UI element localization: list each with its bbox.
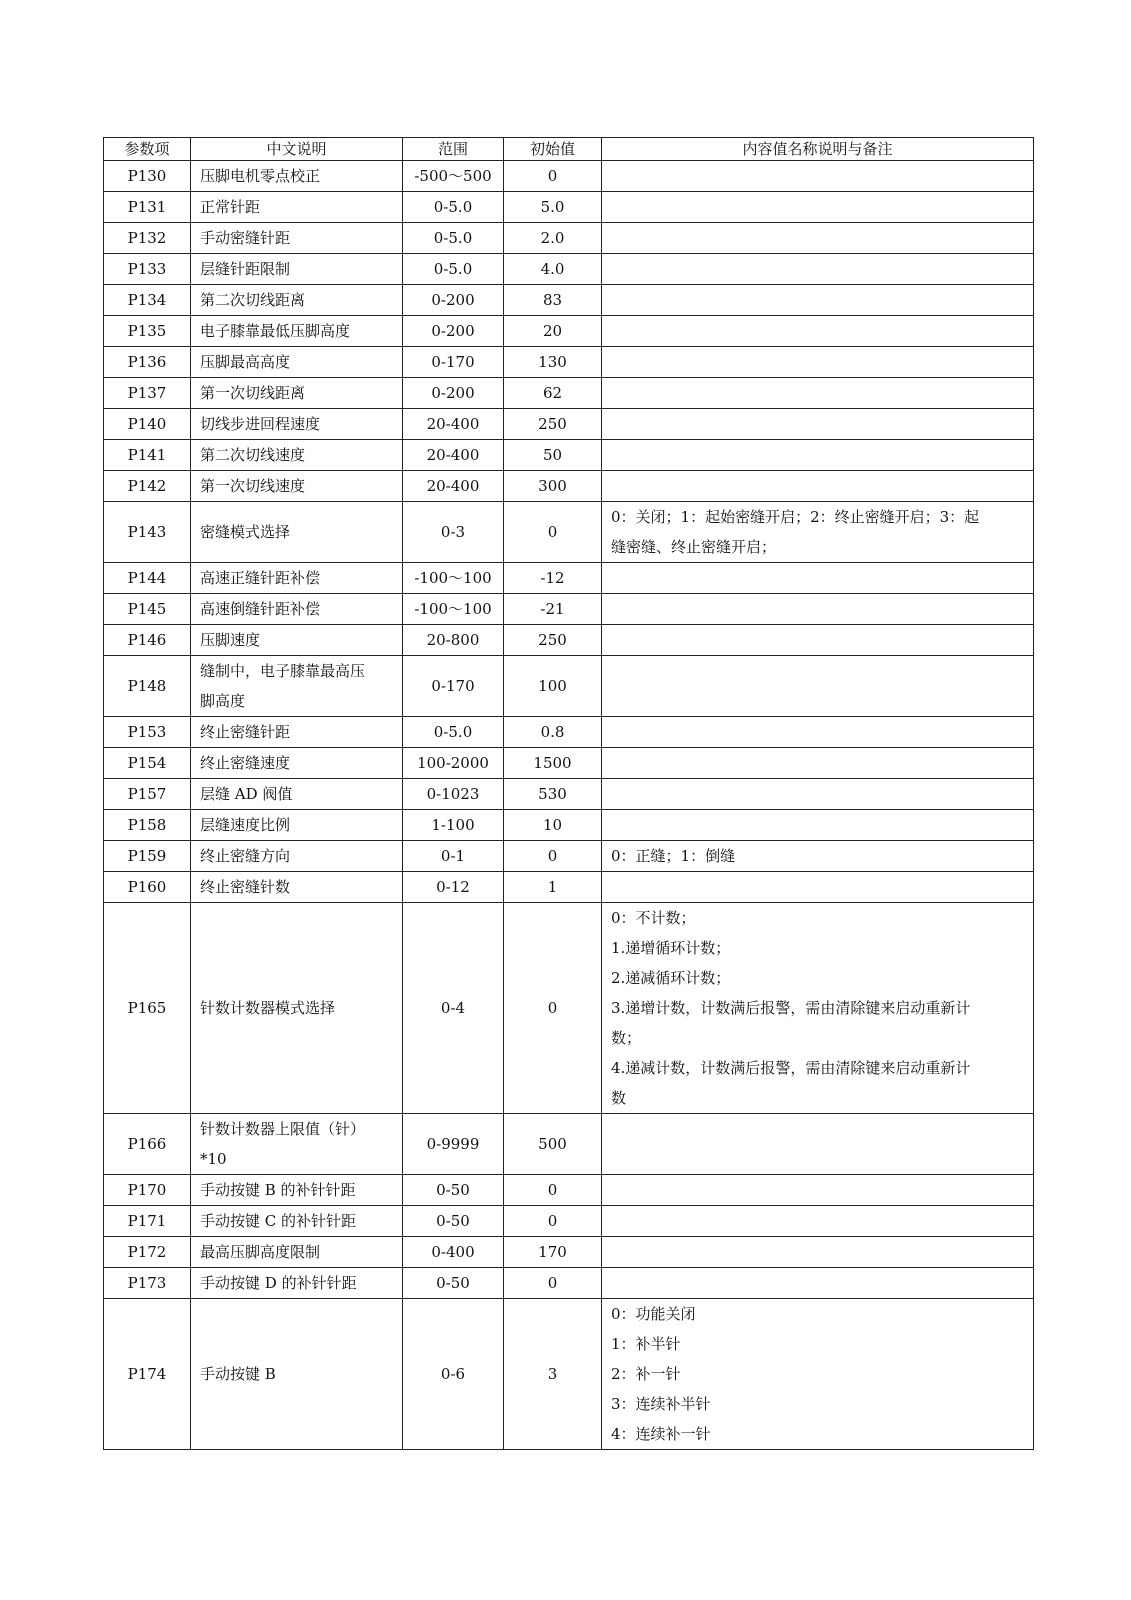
param-initial-value: 130 — [504, 347, 602, 378]
description-line: 切线步进回程速度 — [200, 415, 321, 433]
param-description — [191, 779, 403, 810]
table-row — [104, 748, 1034, 779]
description-line: 高速正缝针距补偿 — [200, 569, 321, 587]
note-line: 0：关闭；1：起始密缝开启；2：终止密缝开启；3：起 — [611, 508, 980, 526]
note-line: 缝密缝、终止密缝开启； — [611, 538, 777, 556]
table-row — [104, 409, 1034, 440]
param-initial-value: 4.0 — [504, 254, 602, 285]
param-range: 0-50 — [403, 1175, 504, 1206]
param-range: -100～100 — [403, 594, 504, 625]
param-description — [191, 748, 403, 779]
param-range: 0-200 — [403, 378, 504, 409]
table-row — [104, 841, 1034, 872]
description-line: 针数计数器上限值（针） — [200, 1120, 366, 1138]
param-description — [191, 1299, 403, 1450]
param-range: 0-12 — [403, 872, 504, 903]
description-line: 手动按键 D 的补针针距 — [200, 1274, 357, 1292]
param-notes — [602, 285, 1034, 316]
note-line: 3.递增计数，计数满后报警，需由清除键来启动重新计 — [611, 999, 971, 1017]
note-line: 4.递减计数，计数满后报警，需由清除键来启动重新计 — [611, 1059, 971, 1077]
param-code: P143 — [104, 502, 191, 563]
param-initial-value: 0 — [504, 1268, 602, 1299]
param-initial-value: 500 — [504, 1114, 602, 1175]
param-code: P146 — [104, 625, 191, 656]
param-range: 0-1 — [403, 841, 504, 872]
table-row — [104, 779, 1034, 810]
description-line: 手动按键 B — [200, 1365, 276, 1383]
param-code: P165 — [104, 903, 191, 1114]
note-line: 3：连续补半针 — [611, 1395, 711, 1413]
note-line: 0：不计数； — [611, 909, 696, 927]
description-line: 最高压脚高度限制 — [200, 1243, 321, 1261]
param-range: 0-200 — [403, 285, 504, 316]
param-range: 20-800 — [403, 625, 504, 656]
param-notes — [602, 594, 1034, 625]
param-range: 0-400 — [403, 1237, 504, 1268]
param-description — [191, 192, 403, 223]
param-initial-value: 10 — [504, 810, 602, 841]
param-code: P158 — [104, 810, 191, 841]
note-line: 数 — [611, 1089, 627, 1107]
description-line: 密缝模式选择 — [200, 523, 291, 541]
description-line: 第二次切线距离 — [200, 291, 306, 309]
param-code: P174 — [104, 1299, 191, 1450]
table-row — [104, 192, 1034, 223]
param-code: P172 — [104, 1237, 191, 1268]
header-notes: 内容值名称说明与备注 — [602, 138, 1034, 161]
param-initial-value: 20 — [504, 316, 602, 347]
param-notes — [602, 502, 1034, 563]
param-notes — [602, 409, 1034, 440]
param-initial-value: 0.8 — [504, 717, 602, 748]
description-line: 正常针距 — [200, 198, 261, 216]
param-initial-value: 300 — [504, 471, 602, 502]
param-description — [191, 409, 403, 440]
param-range: -100～100 — [403, 563, 504, 594]
param-description — [191, 378, 403, 409]
param-notes — [602, 1299, 1034, 1450]
param-initial-value: 3 — [504, 1299, 602, 1450]
param-description — [191, 1237, 403, 1268]
header-initial: 初始值 — [504, 138, 602, 161]
param-description — [191, 316, 403, 347]
table-row — [104, 563, 1034, 594]
param-notes — [602, 1206, 1034, 1237]
param-notes — [602, 440, 1034, 471]
param-range: 0-5.0 — [403, 717, 504, 748]
description-line: 层缝速度比例 — [200, 816, 291, 834]
param-description — [191, 563, 403, 594]
note-line: 数； — [611, 1029, 642, 1047]
param-description — [191, 285, 403, 316]
param-notes — [602, 748, 1034, 779]
param-range: 0-50 — [403, 1268, 504, 1299]
param-range: 0-3 — [403, 502, 504, 563]
param-initial-value: 170 — [504, 1237, 602, 1268]
param-initial-value: -21 — [504, 594, 602, 625]
table-row — [104, 625, 1034, 656]
table-row — [104, 285, 1034, 316]
description-line: 脚高度 — [200, 692, 246, 710]
param-range: 0-170 — [403, 347, 504, 378]
param-code: P157 — [104, 779, 191, 810]
table-row — [104, 471, 1034, 502]
param-range: 0-5.0 — [403, 223, 504, 254]
param-notes — [602, 378, 1034, 409]
param-initial-value: 62 — [504, 378, 602, 409]
param-notes — [602, 223, 1034, 254]
param-code: P166 — [104, 1114, 191, 1175]
table-row — [104, 1114, 1034, 1175]
description-line: 缝制中，电子膝靠最高压 — [200, 662, 366, 680]
description-line: 压脚电机零点校正 — [200, 167, 321, 185]
description-line: 终止密缝针距 — [200, 723, 291, 741]
table-row — [104, 872, 1034, 903]
param-description — [191, 254, 403, 285]
param-notes — [602, 563, 1034, 594]
param-notes — [602, 161, 1034, 192]
param-initial-value: 250 — [504, 409, 602, 440]
parameter-table — [103, 137, 1034, 1450]
param-range: 20-400 — [403, 440, 504, 471]
description-line: 第二次切线速度 — [200, 446, 306, 464]
param-range: 100-2000 — [403, 748, 504, 779]
param-code: P134 — [104, 285, 191, 316]
param-description — [191, 161, 403, 192]
table-row — [104, 1175, 1034, 1206]
param-initial-value: 0 — [504, 903, 602, 1114]
param-description — [191, 1175, 403, 1206]
description-line: 手动密缝针距 — [200, 229, 291, 247]
param-code: P170 — [104, 1175, 191, 1206]
table-row — [104, 161, 1034, 192]
table-row — [104, 502, 1034, 563]
table-row — [104, 594, 1034, 625]
table-row — [104, 810, 1034, 841]
table-row — [104, 254, 1034, 285]
param-initial-value: 5.0 — [504, 192, 602, 223]
param-code: P153 — [104, 717, 191, 748]
table-row — [104, 1237, 1034, 1268]
description-line: 针数计数器模式选择 — [200, 999, 336, 1017]
param-description — [191, 1268, 403, 1299]
param-description — [191, 347, 403, 378]
note-line: 4：连续补一针 — [611, 1425, 711, 1443]
param-description — [191, 841, 403, 872]
param-initial-value: 100 — [504, 656, 602, 717]
note-line: 2：补一针 — [611, 1365, 681, 1383]
description-line: 第一次切线距离 — [200, 384, 306, 402]
note-line: 0：功能关闭 — [611, 1305, 696, 1323]
param-range: 0-1023 — [403, 779, 504, 810]
param-code: P137 — [104, 378, 191, 409]
header-param: 参数项 — [104, 138, 191, 161]
table-row — [104, 1299, 1034, 1450]
note-line: 1.递增循环计数； — [611, 939, 731, 957]
param-range: 0-4 — [403, 903, 504, 1114]
note-line: 0：正缝；1：倒缝 — [611, 847, 736, 865]
param-range: 1-100 — [403, 810, 504, 841]
param-initial-value: 0 — [504, 502, 602, 563]
param-notes — [602, 810, 1034, 841]
param-code: P140 — [104, 409, 191, 440]
description-line: 终止密缝速度 — [200, 754, 291, 772]
param-range: 0-9999 — [403, 1114, 504, 1175]
table-row — [104, 656, 1034, 717]
table-row — [104, 440, 1034, 471]
param-notes — [602, 316, 1034, 347]
param-notes — [602, 625, 1034, 656]
table-row — [104, 347, 1034, 378]
table-row — [104, 316, 1034, 347]
param-notes — [602, 903, 1034, 1114]
table-row — [104, 1206, 1034, 1237]
param-initial-value: 50 — [504, 440, 602, 471]
table-row — [104, 1268, 1034, 1299]
param-initial-value: 2.0 — [504, 223, 602, 254]
param-notes — [602, 347, 1034, 378]
param-description — [191, 1206, 403, 1237]
description-line: 高速倒缝针距补偿 — [200, 600, 321, 618]
param-range: 20-400 — [403, 471, 504, 502]
param-initial-value: 1 — [504, 872, 602, 903]
param-description — [191, 656, 403, 717]
note-line: 1：补半针 — [611, 1335, 681, 1353]
param-range: 0-6 — [403, 1299, 504, 1450]
table-row — [104, 223, 1034, 254]
param-range: 0-5.0 — [403, 254, 504, 285]
param-description — [191, 440, 403, 471]
param-initial-value: 530 — [504, 779, 602, 810]
param-notes — [602, 656, 1034, 717]
param-code: P141 — [104, 440, 191, 471]
param-notes — [602, 872, 1034, 903]
param-notes — [602, 1268, 1034, 1299]
param-range: 0-50 — [403, 1206, 504, 1237]
param-code: P160 — [104, 872, 191, 903]
param-code: P135 — [104, 316, 191, 347]
param-notes — [602, 1237, 1034, 1268]
param-range: 0-170 — [403, 656, 504, 717]
param-description — [191, 903, 403, 1114]
param-notes — [602, 192, 1034, 223]
param-initial-value: 0 — [504, 841, 602, 872]
description-line: 终止密缝针数 — [200, 878, 291, 896]
description-line: 层缝针距限制 — [200, 260, 291, 278]
param-notes — [602, 779, 1034, 810]
param-code: P132 — [104, 223, 191, 254]
header-description: 中文说明 — [191, 138, 403, 161]
param-notes — [602, 841, 1034, 872]
description-line: 终止密缝方向 — [200, 847, 291, 865]
param-code: P136 — [104, 347, 191, 378]
param-notes — [602, 1175, 1034, 1206]
table-row — [104, 717, 1034, 748]
param-initial-value: 0 — [504, 1175, 602, 1206]
description-line: 手动按键 C 的补针针距 — [200, 1212, 357, 1230]
param-description — [191, 625, 403, 656]
param-initial-value: 250 — [504, 625, 602, 656]
description-line: 压脚最高高度 — [200, 353, 291, 371]
param-code: P173 — [104, 1268, 191, 1299]
param-code: P171 — [104, 1206, 191, 1237]
param-description — [191, 594, 403, 625]
param-description — [191, 223, 403, 254]
table-row — [104, 378, 1034, 409]
param-range: 0-5.0 — [403, 192, 504, 223]
param-notes — [602, 471, 1034, 502]
param-code: P145 — [104, 594, 191, 625]
param-range: 20-400 — [403, 409, 504, 440]
param-notes — [602, 254, 1034, 285]
param-code: P142 — [104, 471, 191, 502]
param-description — [191, 717, 403, 748]
param-description — [191, 872, 403, 903]
description-line: 手动按键 B 的补针针距 — [200, 1181, 356, 1199]
param-initial-value: 83 — [504, 285, 602, 316]
param-range: 0-200 — [403, 316, 504, 347]
header-range: 范围 — [403, 138, 504, 161]
description-line: 压脚速度 — [200, 631, 261, 649]
param-initial-value: 1500 — [504, 748, 602, 779]
document-page — [103, 137, 1033, 1450]
param-notes — [602, 1114, 1034, 1175]
param-description — [191, 502, 403, 563]
param-notes — [602, 717, 1034, 748]
param-code: P144 — [104, 563, 191, 594]
description-line: 电子膝靠最低压脚高度 — [200, 322, 351, 340]
param-code: P133 — [104, 254, 191, 285]
param-code: P130 — [104, 161, 191, 192]
param-initial-value: 0 — [504, 161, 602, 192]
table-header-row — [104, 138, 1034, 161]
param-code: P154 — [104, 748, 191, 779]
note-line: 2.递减循环计数； — [611, 969, 731, 987]
description-line: 层缝 AD 阀值 — [200, 785, 293, 803]
param-initial-value: -12 — [504, 563, 602, 594]
table-row — [104, 903, 1034, 1114]
param-description — [191, 1114, 403, 1175]
param-initial-value: 0 — [504, 1206, 602, 1237]
param-range: -500～500 — [403, 161, 504, 192]
param-description — [191, 810, 403, 841]
param-code: P131 — [104, 192, 191, 223]
description-line: 第一次切线速度 — [200, 477, 306, 495]
param-code: P159 — [104, 841, 191, 872]
description-line: *10 — [200, 1150, 227, 1168]
param-description — [191, 471, 403, 502]
param-code: P148 — [104, 656, 191, 717]
